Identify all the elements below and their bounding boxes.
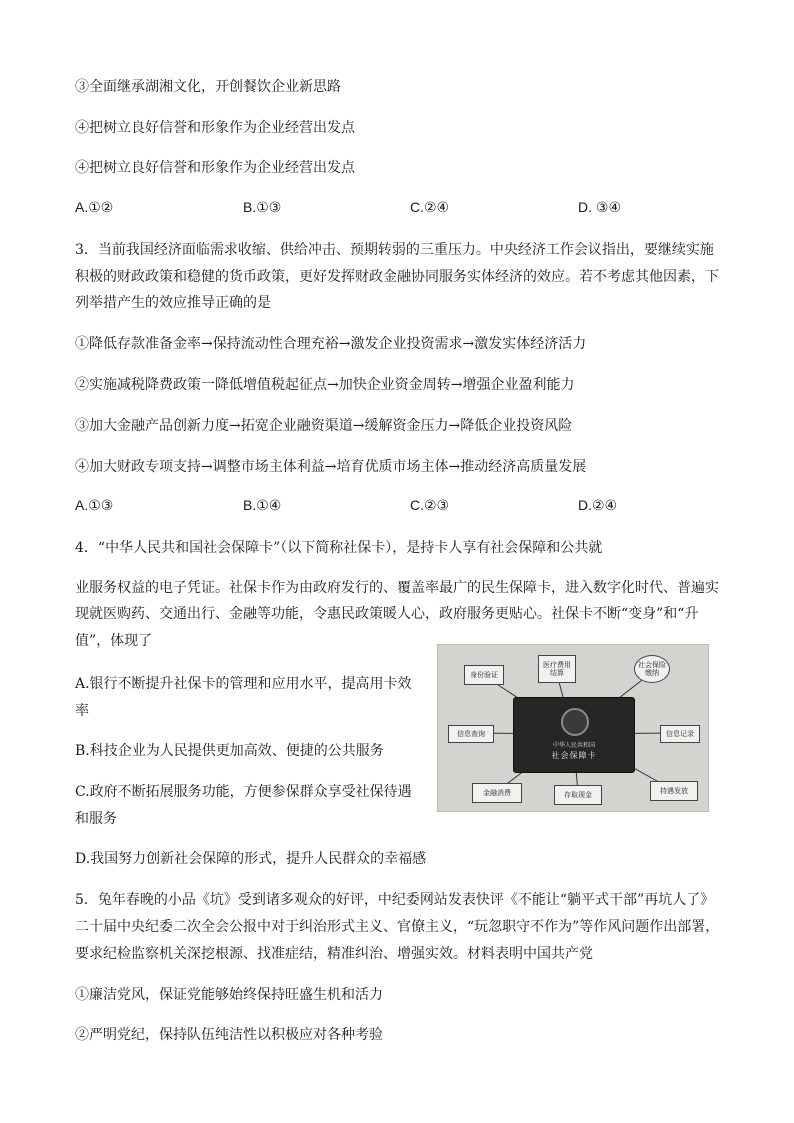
q2-item-4-repeat: ④把树立良好信誉和形象作为企业经营出发点 [75,160,355,176]
card-title: 中华人民共和国 [552,742,595,749]
q2-option-b: B.①③ [243,199,282,215]
q3-item-4: ④加大财政专项支持→调整市场主体利益→培育优质市场主体→推动经济高质量发展 [75,459,587,475]
box-cash-access: 存取现金 [554,785,602,805]
q4-option-b: B.科技企业为人民提供更加高效、便捷的公共服务 [75,743,384,759]
q4-option-d: D.我国努力创新社会保障的形式，提升人民群众的幸福感 [75,851,427,867]
q4-option-c: C.政府不断拓展服务功能，方便参保群众享受社保待遇 [75,784,412,800]
q2-item-3: ③全面继承湖湘文化，开创餐饮企业新思路 [75,79,341,95]
box-info-query: 信息查询 [448,725,494,743]
social-security-card-figure [437,644,709,812]
q2-item-4: ④把树立良好信誉和形象作为企业经营出发点 [75,120,355,136]
q4-stem-line-1: 4．“中华人民共和国社会保障卡”（以下简称社保卡），是持卡人享有社会保障和公共就 [75,540,603,556]
box-info-record: 信息记录 [660,725,700,743]
card-subtitle: 社会保障卡 [551,751,597,760]
q3-option-d: D.②④ [578,497,618,513]
social-security-card-image [513,697,635,773]
q3-option-b: B.①④ [243,497,282,513]
q4-stem-line-3: 现就医购药、交通出行、金融等功能，令惠民政策暖人心，政府服务更贴心。社保卡不断“变身”和“升 [75,606,699,622]
q3-stem-line-2: 积极的财政政策和稳健的货币政策，更好发挥财政金融协同服务实体经济的效应。若不考虑其他因素，下 [75,269,719,285]
q2-option-c: C.②④ [410,199,450,215]
box-benefit-payment: 持遇发放 [650,781,698,801]
q3-item-1: ①降低存款准备金率→保持流动性合理充裕→激发企业投资需求→激发实体经济活力 [75,336,587,352]
q2-option-d: D. ③④ [578,199,621,215]
q3-option-a: A.①③ [75,497,114,513]
q3-stem-line-1: 3．当前我国经济面临需求收缩、供给冲击、预期转弱的三重压力。中央经济工作会议指出，要继续实施 [75,242,714,258]
national-emblem-icon [561,708,589,736]
q5-stem-line-3: 要求纪检监察机关深挖根源、找准症结，精准纠治、增强实效。材料表明中国共产党 [75,946,593,962]
box-financial-consumption: 金融消费 [472,783,522,803]
q3-item-3: ③加大金融产品创新力度→拓宽企业融资渠道→缓解资金压力→降低企业投资风险 [75,418,573,434]
q4-stem-line-2: 业服务权益的电子凭证。社保卡作为由政府发行的、覆盖率最广的民生保障卡，进入数字化时代、普遍实 [75,580,719,596]
box-identity-verification: 身份验证 [464,665,504,685]
q3-stem-line-3: 列举措产生的效应推导正确的是 [75,295,271,311]
q2-option-a: A.①② [75,199,114,215]
q3-option-c: C.②③ [410,497,450,513]
q4-option-c-cont: 和服务 [75,811,117,827]
q4-stem-line-4: 值”，体现了 [75,633,153,649]
box-insurance-payment: 社会保险 缴纳 [634,655,670,683]
q5-item-1: ①廉洁党风，保证党能够始终保持旺盛生机和活力 [75,987,383,1003]
q3-item-2: ②实施减税降费政策一降低增值税起征点→加快企业资金周转→增强企业盈利能力 [75,377,575,393]
q5-item-2: ②严明党纪，保持队伍纯洁性以积极应对各种考验 [75,1027,383,1043]
box-medical-settlement: 医疗费用 结算 [538,655,576,683]
q4-option-a: A.银行不断提升社保卡的管理和应用水平，提高用卡效 [75,676,412,692]
q5-stem-line-1: 5．兔年春晚的小品《坑》受到诸多观众的好评，中纪委网站发表快评《不能让“躺平式干部”再坑人了》 [75,892,715,908]
q4-option-a-cont: 率 [75,703,89,719]
q5-stem-line-2: 二十届中央纪委二次全会公报中对于纠治形式主义、官僚主义，“玩忽职守不作为”等作风问题作出部署， [75,919,720,935]
